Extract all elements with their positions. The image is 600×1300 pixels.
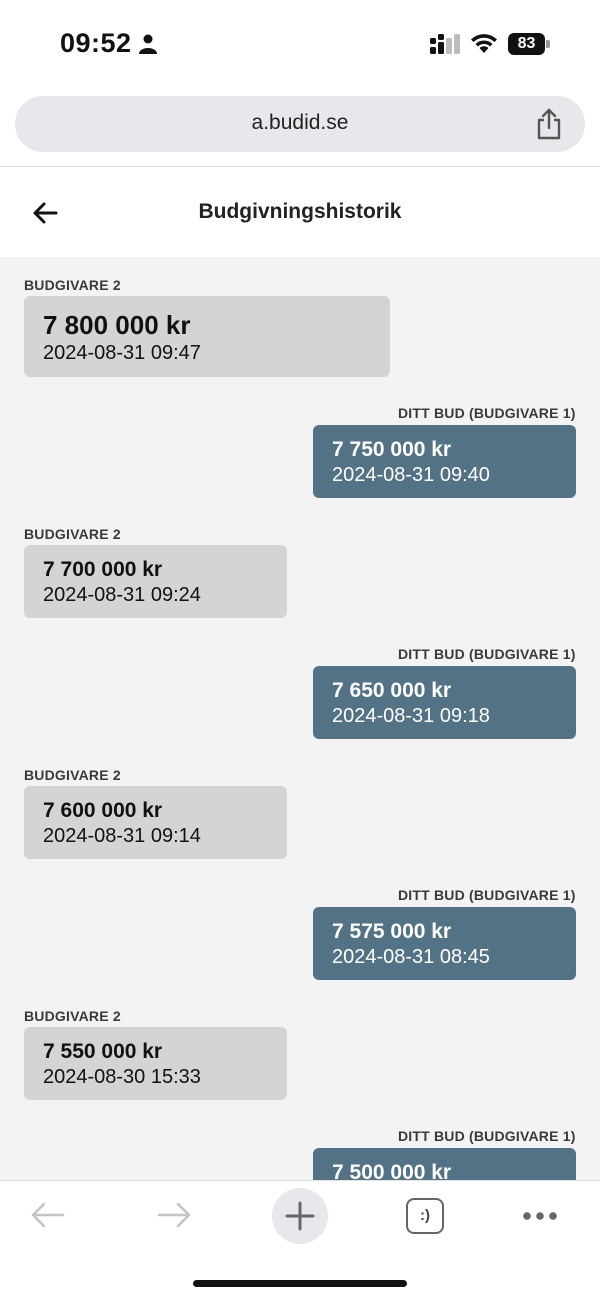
bid-bubble bbox=[24, 296, 390, 377]
bidder-label: DITT BUD (BUDGIVARE 1) bbox=[398, 405, 576, 421]
bid-amount: 7 500 000 kr bbox=[332, 1161, 452, 1180]
bidder-label: BUDGIVARE 2 bbox=[24, 1008, 121, 1024]
bid-amount: 7 600 000 kr bbox=[43, 799, 163, 822]
bid-bubble bbox=[24, 1027, 287, 1100]
page-title: Budgivningshistorik bbox=[198, 200, 402, 223]
bid-datetime: 2024-08-31 09:14 bbox=[43, 825, 201, 847]
bid-datetime: 2024-08-31 08:45 bbox=[332, 946, 490, 968]
home-indicator[interactable] bbox=[193, 1280, 407, 1287]
bid-amount: 7 650 000 kr bbox=[332, 679, 452, 702]
share-icon[interactable] bbox=[535, 108, 563, 140]
bidder-label: BUDGIVARE 2 bbox=[24, 767, 121, 783]
tabs-overview-button[interactable]: :) bbox=[406, 1198, 444, 1234]
new-tab-button[interactable] bbox=[272, 1188, 328, 1244]
bidder-label: BUDGIVARE 2 bbox=[24, 526, 121, 542]
bid-datetime: 2024-08-31 09:40 bbox=[332, 464, 490, 486]
bid-amount: 7 700 000 kr bbox=[43, 558, 163, 581]
more-options-icon[interactable] bbox=[522, 1211, 558, 1221]
wifi-icon bbox=[470, 32, 498, 54]
bid-amount: 7 575 000 kr bbox=[332, 920, 452, 943]
page-header bbox=[0, 167, 600, 257]
bid-datetime: 2024-08-30 15:33 bbox=[43, 1066, 201, 1088]
bidder-label: DITT BUD (BUDGIVARE 1) bbox=[398, 1128, 576, 1144]
battery-cap bbox=[546, 40, 550, 48]
browser-back-icon[interactable] bbox=[30, 1201, 66, 1229]
bid-datetime: 2024-08-31 09:18 bbox=[332, 705, 490, 727]
bidder-label: BUDGIVARE 2 bbox=[24, 277, 121, 293]
bid-bubble bbox=[24, 545, 287, 618]
bidder-label: DITT BUD (BUDGIVARE 1) bbox=[398, 646, 576, 662]
bid-datetime: 2024-08-31 09:24 bbox=[43, 584, 201, 606]
person-icon bbox=[139, 34, 157, 54]
bid-amount: 7 550 000 kr bbox=[43, 1040, 163, 1063]
bid-bubble bbox=[313, 1148, 576, 1180]
battery-level: 83 bbox=[508, 33, 545, 55]
browser-forward-icon[interactable] bbox=[156, 1201, 192, 1229]
bid-datetime: 2024-08-31 09:47 bbox=[43, 342, 201, 364]
bid-bubble bbox=[24, 786, 287, 859]
bid-bubble bbox=[313, 425, 576, 498]
cellular-signal-icon bbox=[428, 34, 462, 56]
bid-amount: 7 750 000 kr bbox=[332, 438, 452, 461]
status-bar bbox=[0, 0, 600, 90]
bid-amount: 7 800 000 kr bbox=[43, 310, 191, 340]
address-bar[interactable] bbox=[15, 96, 585, 152]
bid-history-list[interactable] bbox=[0, 257, 600, 1180]
bid-bubble bbox=[313, 907, 576, 980]
bidder-label: DITT BUD (BUDGIVARE 1) bbox=[398, 887, 576, 903]
status-time: 09:52 bbox=[60, 28, 132, 58]
bid-bubble bbox=[313, 666, 576, 739]
address-url[interactable]: a.budid.se bbox=[251, 111, 349, 134]
battery-indicator bbox=[508, 33, 550, 55]
